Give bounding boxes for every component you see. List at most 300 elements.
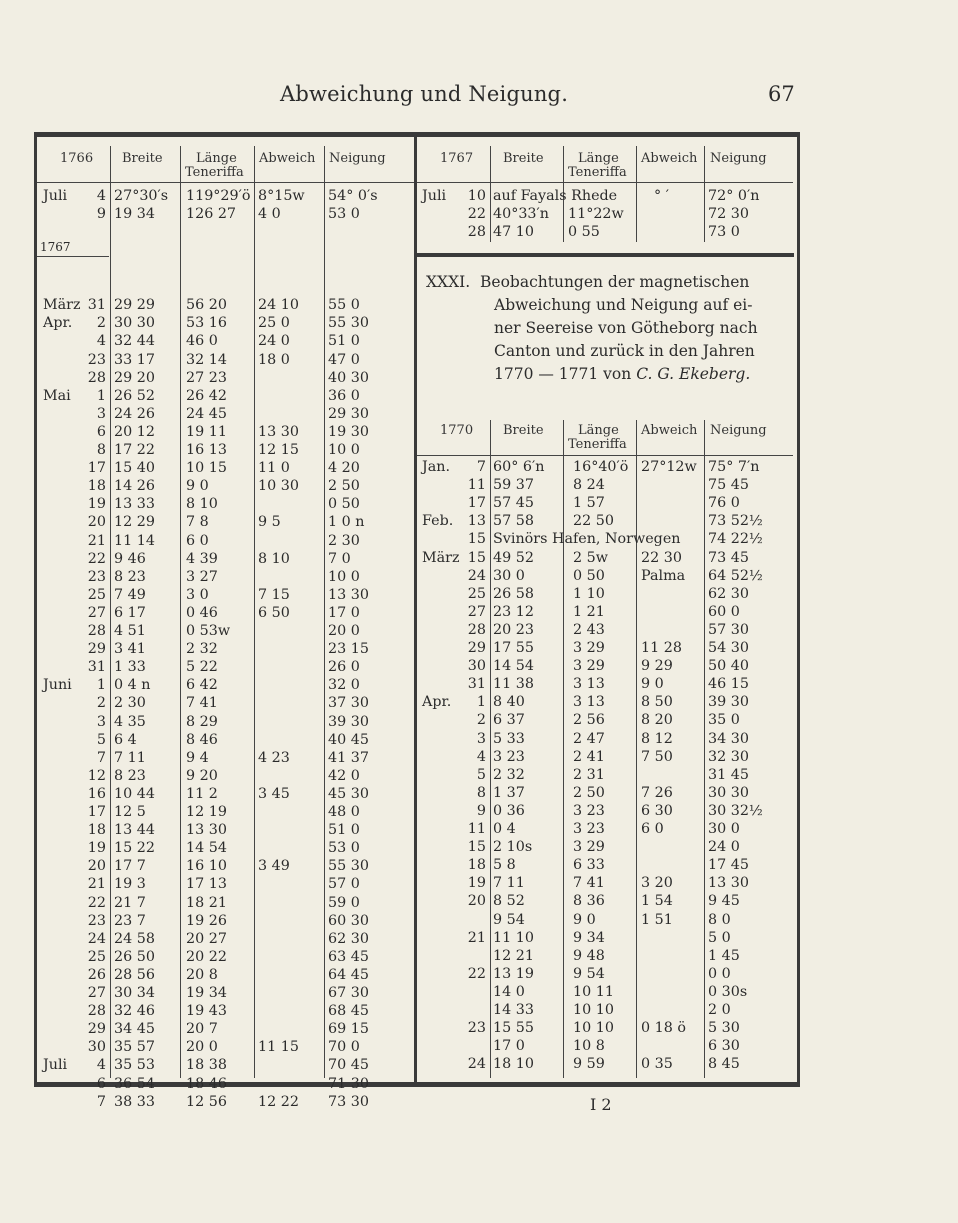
rt-head-breite: Breite	[503, 151, 544, 166]
cell-m: Juli	[43, 1057, 68, 1074]
cell-b: 57 45	[493, 495, 534, 512]
cell-n: 71 30	[328, 1075, 369, 1092]
cell-l: 2 43	[573, 621, 605, 638]
cell-l: 9 0	[573, 911, 596, 928]
cell-b: 59 37	[493, 477, 534, 494]
cell-l: 9 54	[573, 965, 605, 982]
left-head-teneriffa: Teneriffa	[185, 165, 244, 180]
cell-d: 25	[87, 948, 106, 965]
cell-n: 72 30	[708, 206, 749, 222]
cell-l: 3 23	[573, 821, 605, 837]
cell-l: 3 13	[573, 676, 605, 693]
cell-b: 17 7	[114, 858, 146, 875]
cell-b: 5 33	[493, 730, 525, 747]
cell-l: 2 32	[186, 641, 218, 658]
cell-n: 13 30	[328, 586, 369, 603]
table-row	[0, 929, 958, 947]
cell-d: 30	[467, 658, 486, 675]
cell-a: 0 35	[641, 1056, 673, 1073]
cell-d: 11	[467, 477, 486, 494]
cell-a: 4 0	[258, 206, 281, 223]
cell-b: 12 29	[114, 514, 155, 531]
cell-d: 9	[476, 802, 486, 819]
cell-d: 3	[96, 713, 106, 730]
cell-n: 30 0	[708, 821, 740, 837]
cell-n: 29 30	[328, 405, 369, 422]
cell-n: 55 0	[328, 297, 360, 314]
left-head-laenge: Länge	[196, 151, 237, 166]
cell-d: 31	[87, 297, 106, 314]
page-title: Abweichung und Neigung.	[280, 82, 569, 106]
cell-d: 27	[467, 603, 486, 620]
table-row	[0, 802, 958, 820]
cell-d: 25	[87, 586, 106, 603]
rt-head-laenge: Länge	[578, 151, 619, 166]
cell-b: 6 17	[114, 604, 146, 621]
cell-d: 17	[467, 495, 486, 512]
left-head-abweich: Abweich	[259, 151, 316, 166]
cell-b: 49 52	[493, 549, 534, 566]
cell-l: 9 59	[573, 1056, 605, 1073]
cell-m: Feb.	[422, 513, 454, 530]
cell-l: 3 29	[573, 658, 605, 675]
cell-d: 31	[87, 659, 106, 676]
cell-m: März	[422, 549, 460, 566]
table-row	[0, 187, 958, 205]
cell-b: 23 7	[114, 912, 146, 929]
cell-b: 33 17	[114, 351, 155, 368]
cell-b: 18 10	[493, 1056, 534, 1073]
cell-l: 56 20	[186, 297, 227, 314]
cell-l: 8 24	[573, 477, 605, 494]
cell-l: 19 43	[186, 1003, 227, 1020]
cell-d: 24	[87, 930, 106, 947]
cell-n: 75 45	[708, 477, 749, 494]
cell-b: 8 40	[493, 694, 525, 711]
cell-b: 2 30	[114, 695, 146, 712]
rt-bottom-rule	[417, 253, 794, 257]
cell-l: 0 53w	[186, 623, 231, 639]
cell-m: Juni	[43, 677, 72, 694]
cell-b: 0 36	[493, 802, 525, 819]
cell-n: 51 0	[328, 333, 360, 350]
cell-l: 19 11	[186, 423, 227, 440]
cell-d: 22	[467, 206, 486, 222]
cell-n: 0 50	[328, 496, 360, 513]
cell-b: 19 34	[114, 206, 155, 223]
cell-d: 5	[96, 731, 106, 748]
cell-a: 3 49	[258, 858, 290, 875]
cell-l: 3 23	[573, 802, 605, 819]
cell-b: 11 10	[493, 929, 534, 946]
cell-b: 15 55	[493, 1020, 534, 1037]
cell-b: 11 14	[114, 532, 155, 549]
table-row	[0, 730, 958, 748]
cell-d: 9	[96, 206, 106, 223]
cell-b: Svinörs Hafen, Norwegen	[493, 531, 681, 548]
cell-b: 3 41	[114, 641, 146, 658]
cell-n: 57 0	[328, 876, 360, 893]
cell-a: 4 23	[258, 749, 290, 766]
table-row	[0, 494, 958, 512]
cell-l: 11°22w	[568, 206, 624, 222]
cell-n: 8 0	[708, 911, 731, 928]
cell-b: 30 34	[114, 985, 155, 1001]
cell-n: 4 20	[328, 460, 360, 477]
cell-b: 8 52	[493, 893, 525, 910]
table-row	[0, 223, 958, 241]
cell-b: 7 49	[114, 586, 146, 603]
cell-d: 15	[467, 549, 486, 566]
r-head-neigung: Neigung	[710, 423, 767, 438]
cell-n: 2 30	[328, 532, 360, 549]
cell-d: 23	[87, 351, 106, 368]
cell-n: 73 30	[328, 1093, 369, 1110]
cell-l: 8 36	[573, 893, 605, 910]
cell-b: 5 8	[493, 857, 516, 874]
cell-d: 22	[87, 894, 106, 911]
cell-d: 21	[87, 532, 106, 549]
table-row	[0, 911, 958, 929]
table-row	[0, 820, 958, 838]
cell-n: 63 45	[328, 948, 369, 965]
cell-n: 68 45	[328, 1003, 369, 1020]
cell-l: 12 56	[186, 1093, 227, 1110]
cell-l: 7 8	[186, 514, 209, 531]
cell-b: 29 29	[114, 297, 155, 314]
cell-b: 0 4	[493, 821, 516, 837]
cell-n: 30 32½	[708, 802, 763, 819]
cell-d: 19	[87, 840, 106, 857]
cell-l: 9 4	[186, 749, 209, 766]
cell-b: 13 33	[114, 496, 155, 513]
cell-n: 31 45	[708, 766, 749, 783]
cell-l: 1 57	[573, 495, 605, 512]
cell-l: 14 54	[186, 840, 227, 857]
cell-b: 17 0	[493, 1038, 525, 1055]
cell-n: 74 22½	[708, 531, 763, 548]
cell-b: 19 3	[114, 876, 146, 893]
cell-d: 23	[87, 912, 106, 929]
cell-a: 24 0	[258, 333, 290, 350]
table-row	[0, 892, 958, 910]
section-number: XXXI.	[426, 273, 471, 291]
cell-n: 70 45	[328, 1057, 369, 1074]
cell-n: 75° 7′n	[708, 459, 760, 475]
table-row	[0, 458, 958, 476]
cell-d: 19	[467, 875, 486, 892]
cell-d: 25	[467, 585, 486, 602]
cell-n: 50 40	[708, 658, 749, 675]
cell-a: 0 18 ö	[641, 1020, 686, 1037]
r-head-breite: Breite	[503, 423, 544, 438]
cell-n: 69 15	[328, 1021, 369, 1038]
table-row	[0, 423, 958, 441]
cell-d: 7	[96, 1093, 106, 1110]
cell-a: 7 26	[641, 784, 673, 801]
cell-n: 1 45	[708, 947, 740, 964]
r-header-rule	[417, 455, 793, 456]
cell-a: 6 30	[641, 802, 673, 819]
cell-n: 54 30	[708, 640, 749, 656]
cell-n: 35 0	[708, 712, 740, 729]
cell-b: 27°30′s	[114, 188, 169, 204]
cell-a: 8 50	[641, 694, 673, 711]
cell-l: 24 45	[186, 405, 227, 422]
cell-a: 9 29	[641, 658, 673, 675]
cell-l: 27 23	[186, 369, 227, 386]
cell-l: 8 29	[186, 713, 218, 730]
cell-d: 22	[87, 550, 106, 567]
cell-d: 28	[87, 1003, 106, 1020]
cell-n: 10 0	[328, 442, 360, 458]
cell-b: 30 0	[493, 567, 525, 584]
table-row	[0, 675, 958, 693]
cell-b: 38 33	[114, 1093, 155, 1110]
cell-b: 26 58	[493, 585, 534, 602]
cell-l: 11 2	[186, 785, 218, 802]
section-line-1: Beobachtungen der magnetischen	[480, 273, 750, 291]
table-row	[0, 205, 958, 223]
cell-n: 70 0	[328, 1039, 360, 1056]
cell-m: Apr.	[422, 694, 452, 711]
cell-d: 17	[87, 460, 106, 477]
cell-n: 60 0	[708, 603, 740, 620]
cell-n: 62 30	[328, 930, 369, 947]
left-year-head: 1766	[60, 151, 94, 166]
cell-b: 1 33	[114, 659, 146, 676]
cell-l: 18 21	[186, 894, 227, 911]
cell-n: 51 0	[328, 822, 360, 839]
cell-b: 29 20	[114, 369, 155, 386]
cell-l: 12 19	[186, 804, 227, 820]
section-line-5: 1770 — 1771 von	[494, 365, 632, 383]
table-row	[0, 387, 958, 405]
cell-d: 24	[467, 1056, 486, 1073]
cell-l: 2 31	[573, 766, 605, 783]
cell-a: 7 15	[258, 586, 290, 603]
cell-b: 9 46	[114, 550, 146, 567]
cell-l: 2 41	[573, 748, 605, 765]
cell-d: 18	[87, 478, 106, 495]
cell-d: 7	[96, 749, 106, 766]
cell-l: 20 7	[186, 1021, 218, 1038]
cell-l: 3 0	[186, 586, 209, 603]
cell-b: 14 33	[493, 1002, 534, 1018]
cell-d: 6	[96, 1075, 106, 1092]
cell-d: 28	[87, 623, 106, 639]
cell-d: 2	[96, 315, 106, 332]
cell-l: 20 0	[186, 1039, 218, 1056]
cell-d: 4	[96, 1057, 106, 1074]
cell-b: 14 54	[493, 658, 534, 675]
cell-n: 64 52½	[708, 567, 763, 584]
cell-n: 73 45	[708, 549, 749, 566]
cell-l: 10 8	[573, 1038, 605, 1055]
cell-d: 15	[467, 839, 486, 856]
cell-d: 1	[476, 694, 486, 711]
cell-n: 53 0	[328, 840, 360, 857]
cell-n: 17 45	[708, 857, 749, 874]
table-row	[0, 530, 958, 548]
cell-b: 17 22	[114, 442, 155, 458]
cell-n: 13 30	[708, 875, 749, 892]
cell-m: Juli	[43, 188, 68, 204]
cell-l: 16°40′ö	[573, 459, 629, 475]
cell-a: 22 30	[641, 549, 682, 566]
cell-l: 9 0	[186, 478, 209, 495]
cell-d: 30	[87, 1039, 106, 1056]
cell-b: 28 56	[114, 966, 155, 983]
cell-l: 126 27	[186, 206, 237, 223]
cell-a: 1 54	[641, 893, 673, 910]
cell-l: 2 5w	[573, 549, 608, 566]
cell-d: 4	[96, 188, 106, 204]
table-row	[0, 441, 958, 459]
cell-d: 18	[467, 857, 486, 874]
cell-m: Apr.	[43, 315, 73, 332]
cell-d: 15	[467, 531, 486, 548]
cell-l: 13 30	[186, 822, 227, 839]
table-row	[0, 1037, 958, 1055]
cell-n: 32 30	[708, 748, 749, 765]
cell-n: 53 0	[328, 206, 360, 223]
cell-n: 5 0	[708, 929, 731, 946]
cell-a: 3 45	[258, 785, 290, 802]
cell-d: 17	[87, 804, 106, 820]
table-row	[0, 965, 958, 983]
cell-b: 4 35	[114, 713, 146, 730]
cell-a: 6 0	[641, 821, 664, 837]
cell-l: 16 10	[186, 858, 227, 875]
cell-l: 53 16	[186, 315, 227, 332]
cell-l: 19 34	[186, 985, 227, 1001]
cell-d: 3	[96, 405, 106, 422]
cell-b: 14 0	[493, 983, 525, 1000]
cell-l: 2 56	[573, 712, 605, 729]
cell-b: 47 10	[493, 224, 534, 240]
cell-b: 57 58	[493, 513, 534, 530]
cell-b: 2 10s	[493, 839, 533, 856]
cell-n: 30 30	[708, 784, 749, 801]
cell-b: 40°33′n	[493, 206, 549, 222]
section-line-4: Canton und zurück in den Jahren	[494, 342, 755, 360]
cell-n: 5 30	[708, 1020, 740, 1037]
cell-l: 3 27	[186, 568, 218, 585]
cell-l: 5 22	[186, 659, 218, 676]
table-row	[0, 639, 958, 657]
cell-d: 18	[87, 822, 106, 839]
cell-a: 8°15w	[258, 188, 305, 204]
left-head-neigung: Neigung	[329, 151, 386, 166]
cell-a: 11 28	[641, 640, 682, 656]
cell-d: 12	[87, 767, 106, 784]
cell-b: 15 22	[114, 840, 155, 857]
cell-b: 21 7	[114, 894, 146, 911]
cell-b: 30 30	[114, 315, 155, 332]
cell-a: 18 0	[258, 351, 290, 368]
cell-n: 1 0 n	[328, 514, 365, 531]
rt-head-neigung: Neigung	[710, 151, 767, 166]
cell-n: 36 0	[328, 387, 360, 404]
cell-n: 54° 0′s	[328, 188, 378, 204]
table-row	[0, 1093, 958, 1111]
r-head-laenge: Länge	[578, 423, 619, 438]
cell-a: 11 0	[258, 460, 290, 477]
cell-n: 55 30	[328, 858, 369, 875]
cell-l: 17 13	[186, 876, 227, 893]
cell-l: 46 0	[186, 333, 218, 350]
table-row	[0, 947, 958, 965]
cell-d: 29	[467, 640, 486, 656]
cell-l: 9 20	[186, 767, 218, 784]
cell-n: 57 30	[708, 621, 749, 638]
table-row	[0, 585, 958, 603]
cell-l: 8 10	[186, 496, 218, 513]
section-heading	[426, 271, 791, 386]
section-line-2: Abweichung und Neigung auf ei-	[494, 296, 753, 314]
cell-b: 7 11	[114, 749, 146, 766]
cell-a: 3 20	[641, 875, 673, 892]
table-row	[0, 476, 958, 494]
cell-l: 0 50	[573, 567, 605, 584]
cell-a: 25 0	[258, 315, 290, 332]
cell-n: 2 0	[708, 1002, 731, 1018]
cell-l: 32 14	[186, 351, 227, 368]
rt-head-abweich: Abweich	[641, 151, 698, 166]
cell-n: 2 50	[328, 478, 360, 495]
cell-b: 34 45	[114, 1021, 155, 1038]
cell-d: 3	[476, 730, 486, 747]
cell-d: 6	[96, 423, 106, 440]
cell-b: 13 19	[493, 965, 534, 982]
cell-n: 23 15	[328, 641, 369, 658]
cell-a: ° ′	[654, 188, 669, 204]
cell-a: 11 15	[258, 1039, 299, 1056]
cell-n: 72° 0′n	[708, 188, 760, 204]
cell-n: 10 0	[328, 568, 360, 585]
cell-n: 8 45	[708, 1056, 740, 1073]
cell-b: 12 5	[114, 804, 146, 820]
cell-b: 14 26	[114, 478, 155, 495]
cell-d: 4	[96, 333, 106, 350]
cell-d: 16	[87, 785, 106, 802]
cell-d: 27	[87, 604, 106, 621]
cell-l: 18 38	[186, 1057, 227, 1074]
cell-n: 42 0	[328, 767, 360, 784]
cell-d: 23	[467, 1020, 486, 1037]
table-row	[0, 874, 958, 892]
cell-d: 24	[467, 567, 486, 584]
cell-d: 21	[467, 929, 486, 946]
rt-header-rule	[417, 182, 793, 183]
cell-l: 10 10	[573, 1002, 614, 1018]
cell-d: 27	[87, 985, 106, 1001]
cell-l: 6 33	[573, 857, 605, 874]
cell-d: 26	[87, 966, 106, 983]
table-row	[0, 983, 958, 1001]
cell-a: 8 20	[641, 712, 673, 729]
cell-d: 28	[467, 621, 486, 638]
cell-b: 35 57	[114, 1039, 155, 1056]
cell-n: 6 30	[708, 1038, 740, 1055]
cell-b: 8 23	[114, 767, 146, 784]
left-sub-rule	[37, 256, 109, 257]
cell-n: 45 30	[328, 785, 369, 802]
cell-a: 1 51	[641, 911, 673, 928]
cell-l: 20 8	[186, 966, 218, 983]
cell-d: 8	[96, 442, 106, 458]
